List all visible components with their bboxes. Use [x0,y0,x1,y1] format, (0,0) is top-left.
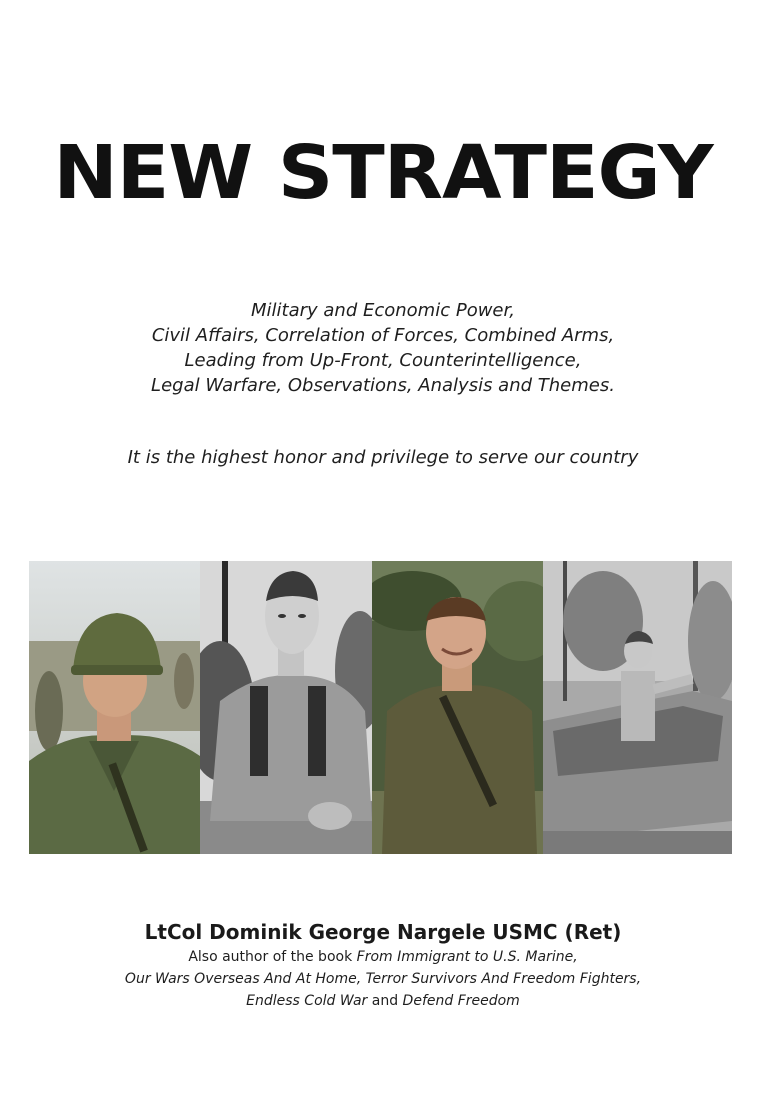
also-author-block [20,946,746,1012]
photo-soldier-smiling [372,561,543,854]
also-author-line-1 [20,946,746,968]
also-author-line-3 [20,990,746,1012]
photo-soldier-car [543,561,732,854]
also-author-prefix: Also author of the book [188,949,357,965]
book-title-defend-freedom: Defend Freedom [402,993,520,1009]
conjunction-and: and [367,993,403,1009]
photo-soldier-field-image [200,561,372,854]
author-name: LtCol Dominik George Nargele USMC (Ret) [144,920,622,944]
photo-soldier-helmet-image [29,561,200,854]
photo-strip [29,561,732,854]
photo-soldier-smiling-image [372,561,543,854]
subtitle-line: Civil Affairs, Correlation of Forces, Combined Arms, [151,325,615,346]
book-titles-line: Our Wars Overseas And At Home, Terror Survivors And Freedom Fighters, [124,971,642,987]
subtitle-line: Military and Economic Power, [251,300,515,321]
subtitle-block [40,298,726,398]
photo-soldier-field [200,561,372,854]
motto: It is the highest honor and privilege to serve our country [127,447,639,468]
photo-soldier-car-image [543,561,732,854]
subtitle-line: Leading from Up-Front, Counterintelligence, [184,350,582,371]
subtitle-line: Legal Warfare, Observations, Analysis and Themes. [151,375,615,396]
book-title-from-immigrant: From Immigrant to U.S. Marine, [356,949,578,965]
photo-soldier-helmet [29,561,200,854]
also-author-line-2 [20,968,746,990]
book-title-endless-cold-war: Endless Cold War [246,993,368,1009]
book-title: NEW STRATEGY [53,130,713,216]
